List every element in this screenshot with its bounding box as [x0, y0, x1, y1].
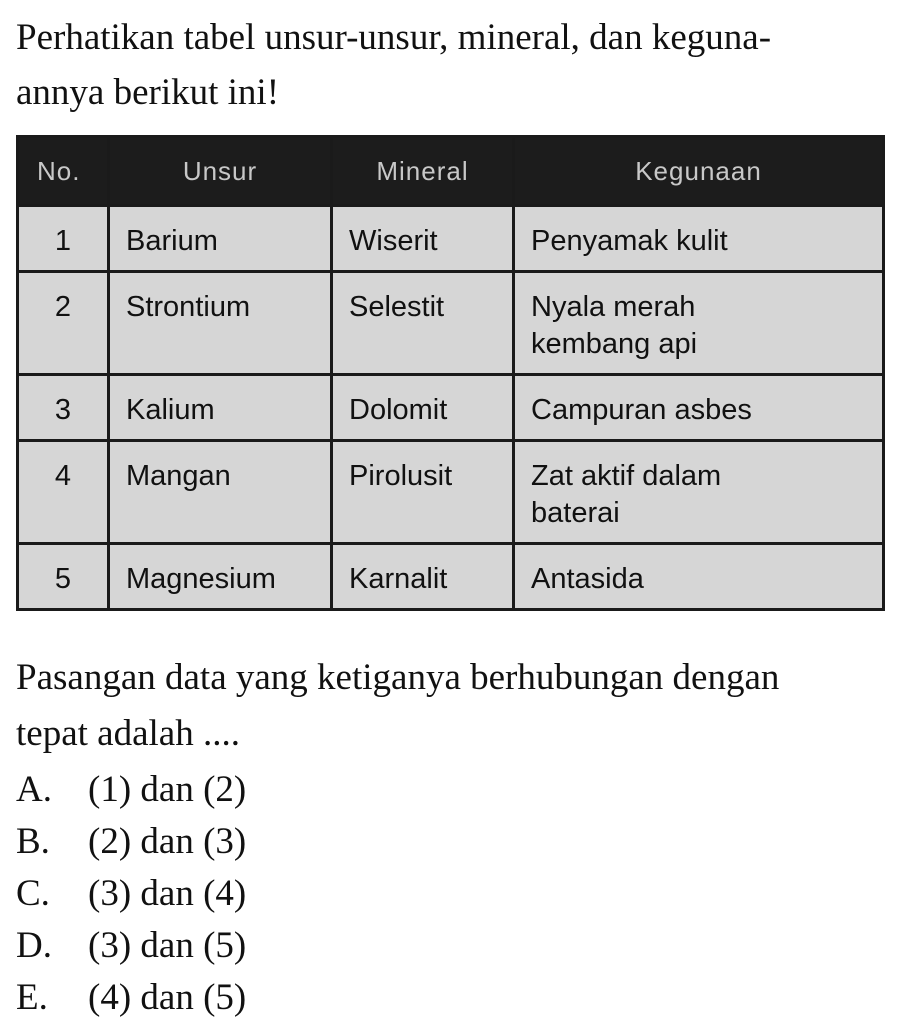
option-text: (3) dan (5)	[88, 925, 247, 966]
option-letter: C.	[16, 873, 50, 914]
cell-unsur: Mangan	[109, 441, 332, 544]
option-text: (1) dan (2)	[88, 769, 247, 810]
header-kegunaan: Kegunaan	[514, 137, 884, 206]
cell-unsur: Magnesium	[109, 544, 332, 610]
cell-unsur: Strontium	[109, 272, 332, 375]
header-no: No.	[18, 137, 109, 206]
intro-text	[16, 10, 896, 120]
table-row	[18, 544, 884, 610]
cell-no: 4	[18, 441, 109, 544]
option-b[interactable]	[16, 816, 246, 868]
kegunaan-line: Penyamak kulit	[531, 225, 728, 257]
cell-mineral: Pirolusit	[332, 441, 514, 544]
kegunaan-line: Nyala merah	[531, 291, 696, 323]
header-mineral: Mineral	[332, 137, 514, 206]
element-mineral-table	[16, 135, 885, 611]
cell-kegunaan	[514, 206, 884, 272]
option-letter: B.	[16, 821, 50, 862]
cell-mineral: Karnalit	[332, 544, 514, 610]
cell-mineral: Dolomit	[332, 375, 514, 441]
option-text: (4) dan (5)	[88, 977, 247, 1018]
cell-no: 1	[18, 206, 109, 272]
cell-no: 5	[18, 544, 109, 610]
option-text: (3) dan (4)	[88, 873, 247, 914]
cell-unsur: Kalium	[109, 375, 332, 441]
intro-line-2: annya berikut ini!	[16, 72, 280, 113]
option-letter: E.	[16, 977, 48, 1018]
table-row	[18, 272, 884, 375]
option-letter: A.	[16, 769, 52, 810]
cell-no: 2	[18, 272, 109, 375]
question-line-2: tepat adalah ....	[16, 713, 240, 754]
table-row	[18, 441, 884, 544]
cell-mineral: Selestit	[332, 272, 514, 375]
table-row	[18, 206, 884, 272]
question-text	[16, 650, 896, 762]
table-row	[18, 375, 884, 441]
option-e[interactable]	[16, 972, 246, 1024]
answer-options	[16, 764, 246, 1024]
question-line-1: Pasangan data yang ketiganya berhubungan dengan	[16, 657, 780, 698]
intro-line-1: Perhatikan tabel unsur-unsur, mineral, dan keguna-	[16, 17, 772, 58]
cell-unsur: Barium	[109, 206, 332, 272]
kegunaan-line: Antasida	[531, 563, 644, 595]
kegunaan-line: Zat aktif dalam	[531, 460, 722, 492]
cell-mineral: Wiserit	[332, 206, 514, 272]
cell-kegunaan	[514, 441, 884, 544]
cell-no: 3	[18, 375, 109, 441]
cell-kegunaan	[514, 272, 884, 375]
table-header-row	[18, 137, 884, 206]
option-text: (2) dan (3)	[88, 821, 247, 862]
option-letter: D.	[16, 925, 52, 966]
kegunaan-line: kembang api	[531, 328, 698, 360]
option-d[interactable]	[16, 920, 246, 972]
kegunaan-line: baterai	[531, 497, 620, 529]
option-a[interactable]	[16, 764, 246, 816]
header-unsur: Unsur	[109, 137, 332, 206]
option-c[interactable]	[16, 868, 246, 920]
kegunaan-line: Campuran asbes	[531, 394, 752, 426]
cell-kegunaan	[514, 375, 884, 441]
cell-kegunaan	[514, 544, 884, 610]
